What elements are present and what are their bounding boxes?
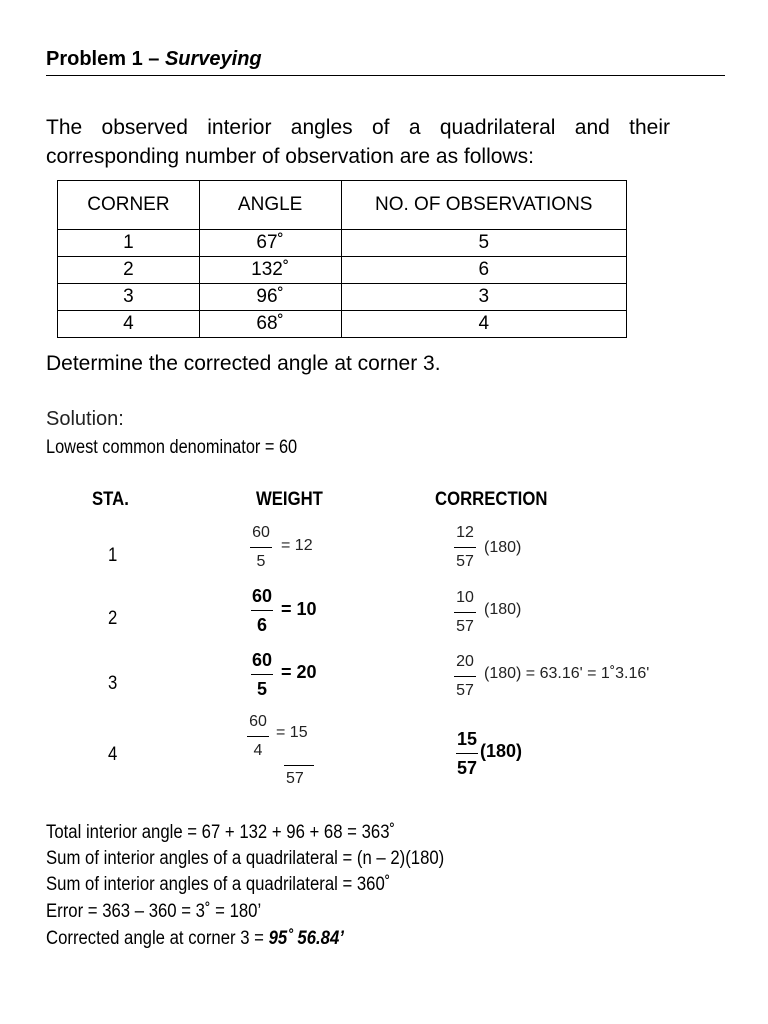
- fraction-bar: [284, 765, 314, 766]
- calc-sum-formula: Sum of interior angles of a quadrilateral = (n – 2)(180): [46, 848, 445, 869]
- calc-final-answer: [46, 928, 344, 950]
- col-header-correction: CORRECTION: [435, 489, 548, 510]
- correction-result: (180) = 63.16' = 1˚3.16': [484, 665, 650, 682]
- station-number: 4: [108, 744, 118, 765]
- fraction-bar: [247, 736, 269, 737]
- lcd-line: Lowest common denominator = 60: [46, 437, 298, 458]
- station-number: 3: [108, 673, 118, 694]
- fraction-denominator: 5: [256, 679, 267, 699]
- col-header-sta: STA.: [92, 489, 129, 510]
- table-row: [58, 230, 627, 257]
- fraction-bar: [250, 547, 272, 548]
- table-cell: 68˚: [199, 311, 341, 338]
- weight-result: = 12: [281, 537, 313, 554]
- final-value: 95˚ 56.84’: [268, 928, 344, 949]
- table-row: [58, 284, 627, 311]
- fraction-numerator: 60: [249, 713, 267, 730]
- table-header-corner: CORNER: [58, 181, 200, 230]
- fraction-denominator: 57: [456, 553, 474, 570]
- fraction-denominator: 57: [456, 618, 474, 635]
- fraction-numerator: 15: [456, 729, 478, 749]
- table-header-observations: NO. OF OBSERVATIONS: [341, 181, 627, 230]
- title-underline: [46, 75, 725, 76]
- final-prefix: Corrected angle at corner 3 =: [46, 928, 269, 949]
- fraction-denominator: 57: [456, 758, 478, 778]
- correction-fraction: [454, 588, 476, 637]
- observations-table: [57, 180, 627, 338]
- table-cell: 2: [58, 257, 200, 284]
- page-title: Problem 1 – Surveying: [46, 48, 262, 70]
- fraction-bar: [251, 610, 273, 611]
- table-cell: 6: [341, 257, 627, 284]
- fraction-denominator: 4: [253, 742, 263, 759]
- table-header-row: [58, 181, 627, 230]
- table-cell: 4: [58, 311, 200, 338]
- fraction-denominator: 57: [456, 682, 474, 699]
- table-cell: 67˚: [199, 230, 341, 257]
- correction-fraction: [456, 729, 478, 778]
- weight-result: = 20: [281, 662, 317, 682]
- weight-extra-denominator: 57: [286, 770, 304, 787]
- table-cell: 1: [58, 230, 200, 257]
- title-topic: Surveying: [164, 48, 262, 70]
- fraction-numerator: 10: [456, 589, 474, 606]
- table-header-angle: ANGLE: [199, 181, 341, 230]
- table-row: [58, 257, 627, 284]
- station-number: 1: [108, 545, 118, 566]
- calc-total-angle: Total interior angle = 67 + 132 + 96 + 68 = 363˚: [46, 822, 396, 843]
- fraction-bar: [454, 676, 476, 677]
- correction-result: (180): [480, 741, 523, 761]
- col-header-weight: WEIGHT: [256, 489, 323, 510]
- fraction-bar: [454, 547, 476, 548]
- calc-error: Error = 363 – 360 = 3˚ = 180’: [46, 901, 262, 922]
- correction-result: (180): [484, 601, 522, 618]
- fraction-denominator: 5: [256, 553, 266, 570]
- weight-fraction: [251, 650, 273, 699]
- fraction-bar: [251, 674, 273, 675]
- fraction-bar: [454, 612, 476, 613]
- correction-fraction: [454, 523, 476, 572]
- calc-sum-value: Sum of interior angles of a quadrilateral = 360˚: [46, 874, 391, 895]
- weight-result: = 15: [276, 724, 308, 741]
- weight-fraction: [247, 712, 269, 761]
- weight-fraction: [250, 523, 272, 572]
- solution-label: Solution:: [46, 408, 124, 430]
- table-cell: 5: [341, 230, 627, 257]
- weight-result: = 10: [281, 599, 317, 619]
- question-text: Determine the corrected angle at corner 3.: [46, 352, 441, 375]
- fraction-numerator: 60: [251, 586, 273, 606]
- correction-result: (180): [484, 539, 522, 556]
- fraction-numerator: 60: [252, 524, 270, 541]
- table-cell: 96˚: [199, 284, 341, 311]
- table-cell: 3: [58, 284, 200, 311]
- fraction-bar: [456, 753, 478, 754]
- fraction-numerator: 60: [251, 650, 273, 670]
- table-cell: 4: [341, 311, 627, 338]
- table-cell: 132˚: [199, 257, 341, 284]
- correction-fraction: [454, 652, 476, 701]
- problem-statement: The observed interior angles of a quadrilateral and their corresponding number of observation are as follows:: [46, 116, 670, 168]
- station-number: 2: [108, 608, 118, 629]
- table-row: [58, 311, 627, 338]
- fraction-denominator: 6: [256, 615, 267, 635]
- fraction-numerator: 20: [456, 653, 474, 670]
- weight-fraction: [251, 586, 273, 635]
- fraction-numerator: 12: [456, 524, 474, 541]
- table-cell: 3: [341, 284, 627, 311]
